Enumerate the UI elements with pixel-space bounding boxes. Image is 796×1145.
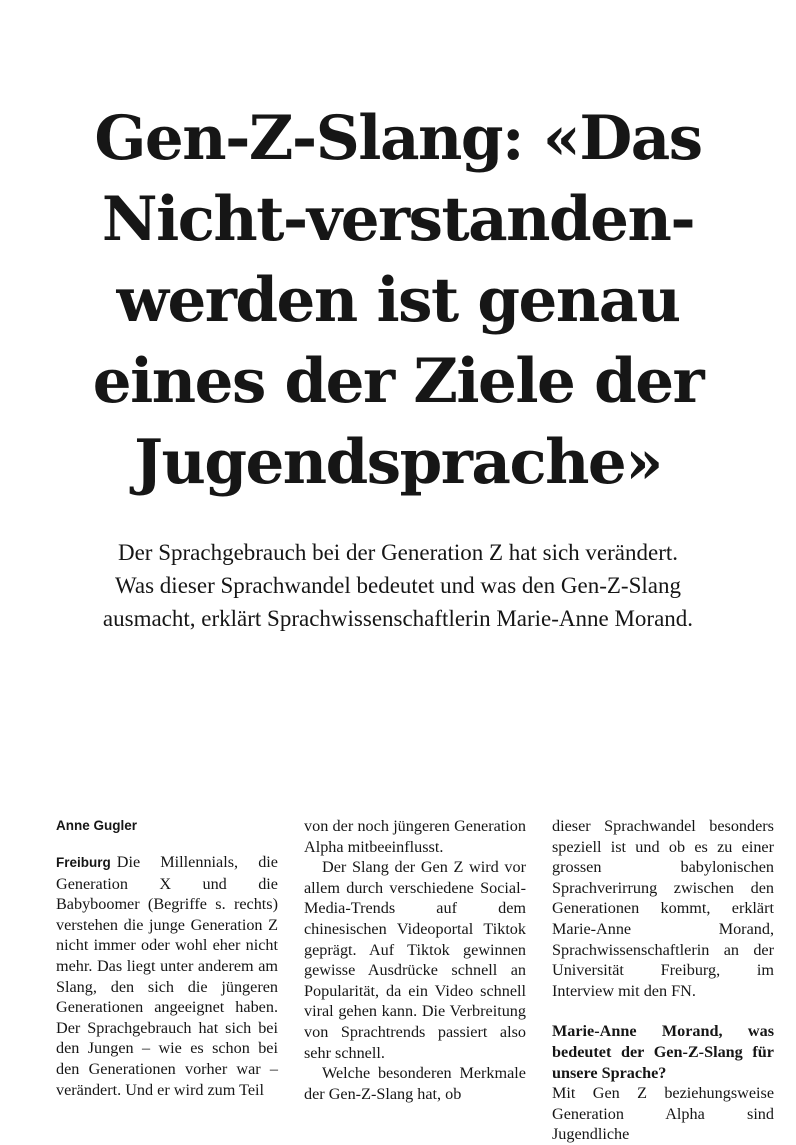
dateline: Freiburg	[56, 855, 111, 870]
body-text: Die Millennials, die Generation X und die Babyboomer (Begriffe s. rechts) verstehen die junge Generation Z nicht immer oder wohl eher nicht mehr. Das liegt unter anderem am Slang, den sich die jüngeren Generationen angeeignet haben. Der Sprachgebrauch hat sich bei den Jungen – wie es schon bei den Generationen vorher war – verändert. Und er wird zum Teil	[56, 853, 278, 1099]
lead-line: Was dieser Sprachwandel bedeutet und was den Gen-Z-Slang	[115, 573, 681, 598]
headline-line: Jugendsprache»	[134, 427, 662, 498]
interview-question: Marie-Anne Morand, was bedeutet der Gen-Z-Slang für unsere Sprache?	[552, 1022, 774, 1082]
headline	[20, 98, 776, 503]
headline-line: Nicht-verstanden-	[101, 184, 695, 255]
lead-line: ausmacht, erklärt Sprachwissenschaftlerin Marie-Anne Morand.	[102, 606, 694, 631]
body-paragraph: Der Slang der Gen Z wird vor allem durch verschiedene Social-Media-Trends auf dem chinesischen Videoportal Tiktok geprägt. Auf Tiktok gewinnen gewisse Ausdrücke schnell an Popularität, da ein Video schnell viral gehen kann. Die Verbreitung von Sprachtrends passiert also sehr schnell.	[304, 858, 526, 1062]
article-column-3	[552, 816, 774, 1145]
headline-line: werden ist genau	[116, 265, 680, 336]
body-text: dieser Sprachwandel besonders speziell ist und ob es zu einer grossen babylonischen Sprachverirrung zwischen den Generationen kommt, erklärt Marie-Anne Morand, Sprachwissenschaftlerin an der Universität Freiburg, im Interview mit den FN.	[552, 817, 774, 1000]
article-column-2	[304, 816, 526, 1104]
body-paragraph	[552, 816, 774, 1001]
article-column-1	[56, 816, 278, 1100]
body-paragraph	[56, 852, 278, 1100]
lead-line: Der Sprachgebrauch bei der Generation Z hat sich verändert.	[117, 540, 679, 565]
body-text: von der noch jüngeren Generation Alpha mitbeeinflusst.	[304, 817, 526, 856]
author-byline: Anne Gugler	[56, 818, 138, 833]
interview-answer: Mit Gen Z beziehungsweise Generation Alpha sind Jugendliche	[552, 1084, 774, 1144]
body-text: Welche besonderen Merkmale der Gen-Z-Slang hat, ob	[304, 1064, 526, 1103]
body-paragraph	[304, 1063, 526, 1104]
body-paragraph	[304, 816, 526, 857]
headline-line: Gen-Z-Slang: «Das	[94, 103, 702, 174]
headline-line: eines der Ziele der	[92, 346, 704, 417]
lead-paragraph	[20, 536, 776, 635]
